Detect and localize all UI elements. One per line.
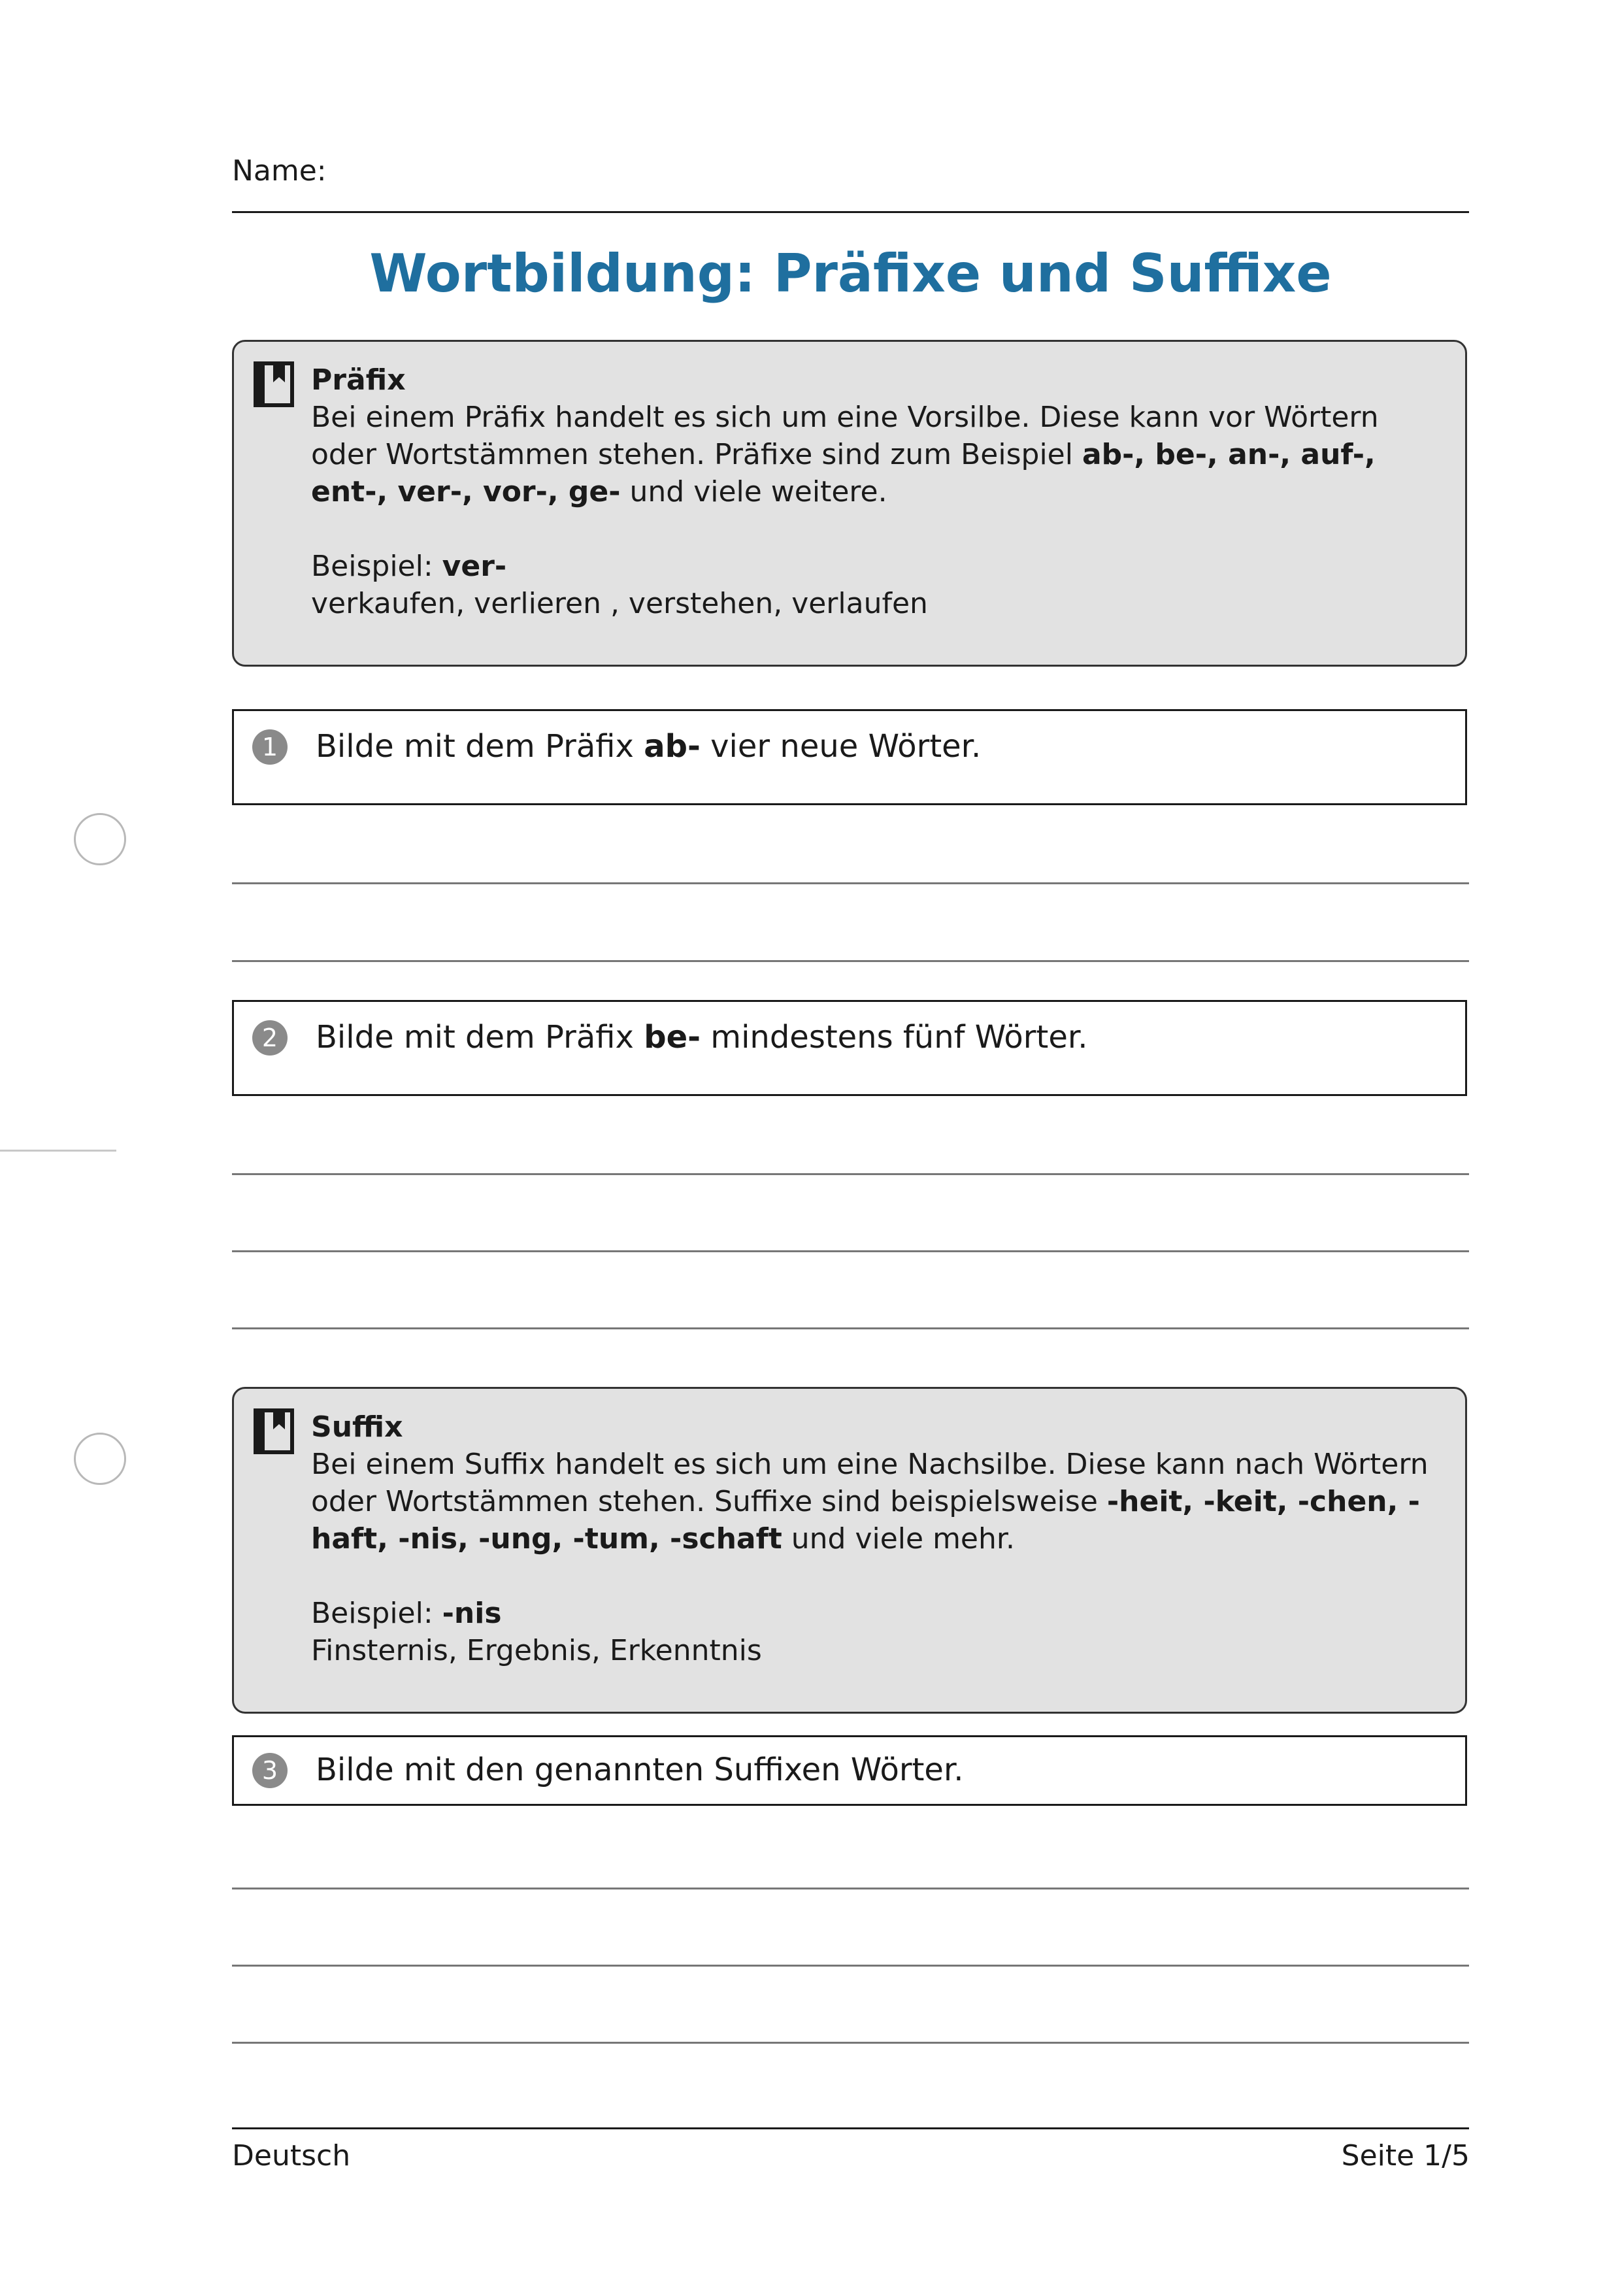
task-box-2 xyxy=(232,1000,1467,1096)
info-text xyxy=(311,1446,1439,1557)
footer-page-number: Seite 1/5 xyxy=(1341,2139,1470,2172)
example-affix: -nis xyxy=(442,1597,502,1630)
task-text: Bilde mit den genannten Suffixen Wörter. xyxy=(316,1752,964,1788)
example-label: Beispiel: xyxy=(311,1597,442,1630)
task-box-3 xyxy=(232,1735,1467,1806)
prefix-examples: ab-, be-, an-, auf-, ent-, ver-, vor-, ge- xyxy=(311,438,1376,508)
info-title: Suffix xyxy=(311,1410,403,1444)
info-text-part: Bei einem Suffix handelt es sich um eine Nachsilbe. Diese kann nach Wörtern oder Wortstämmen stehen. Suffixe sind beispielsweise xyxy=(311,1448,1429,1518)
info-box-prefix xyxy=(232,340,1467,667)
book-icon xyxy=(254,361,294,407)
task-text-part: vier neue Wörter. xyxy=(700,728,982,765)
punch-hole-mark xyxy=(74,813,126,865)
name-label: Name: xyxy=(232,154,327,188)
example-label: Beispiel: xyxy=(311,550,442,583)
task-affix: be- xyxy=(644,1019,701,1056)
task-text xyxy=(316,1018,1087,1057)
fold-mark xyxy=(0,1150,116,1152)
example-affix: ver- xyxy=(442,550,507,583)
task-text-part: Bilde mit dem Präfix xyxy=(316,1019,644,1056)
task-text xyxy=(316,727,981,766)
info-body xyxy=(311,361,1439,622)
task-number-badge: 1 xyxy=(252,729,288,765)
task-box-1 xyxy=(232,709,1467,805)
example-words: verkaufen, verlieren , verstehen, verlaufen xyxy=(311,587,928,620)
punch-hole-mark xyxy=(74,1433,126,1485)
task-number-badge: 3 xyxy=(252,1753,288,1788)
example-line xyxy=(311,1595,1439,1632)
writing-line[interactable] xyxy=(232,882,1469,884)
writing-line[interactable] xyxy=(232,960,1469,962)
writing-line[interactable] xyxy=(232,1327,1469,1329)
info-text xyxy=(311,399,1439,510)
info-text-part: Bei einem Präfix handelt es sich um eine Vorsilbe. Diese kann vor Wörtern oder Wortstämmen stehen. Präfixe sind zum Beispiel xyxy=(311,401,1379,471)
example-words: Finsternis, Ergebnis, Erkenntnis xyxy=(311,1634,762,1667)
suffix-examples: -heit, -keit, -chen, -haft, -nis, -ung, -tum, -schaft xyxy=(311,1485,1420,1556)
info-text-part: und viele mehr. xyxy=(782,1522,1015,1556)
writing-line[interactable] xyxy=(232,1250,1469,1252)
page-title: Wortbildung: Präfixe und Suffixe xyxy=(369,243,1332,304)
info-body xyxy=(311,1408,1439,1669)
writing-line[interactable] xyxy=(232,1888,1469,1889)
task-number-badge: 2 xyxy=(252,1020,288,1056)
task-affix: ab- xyxy=(644,728,701,765)
writing-line[interactable] xyxy=(232,1173,1469,1175)
info-text-part: und viele weitere. xyxy=(620,475,887,508)
info-title: Präfix xyxy=(311,363,406,397)
example-line xyxy=(311,548,1439,585)
footer-subject: Deutsch xyxy=(232,2139,351,2172)
name-field-line[interactable] xyxy=(232,211,1469,213)
book-icon xyxy=(254,1408,294,1454)
task-text-part: Bilde mit dem Präfix xyxy=(316,728,644,765)
writing-line[interactable] xyxy=(232,1965,1469,1967)
info-box-suffix xyxy=(232,1387,1467,1714)
task-text-part: mindestens fünf Wörter. xyxy=(701,1019,1088,1056)
writing-line[interactable] xyxy=(232,2042,1469,2044)
footer-divider xyxy=(232,2127,1469,2129)
